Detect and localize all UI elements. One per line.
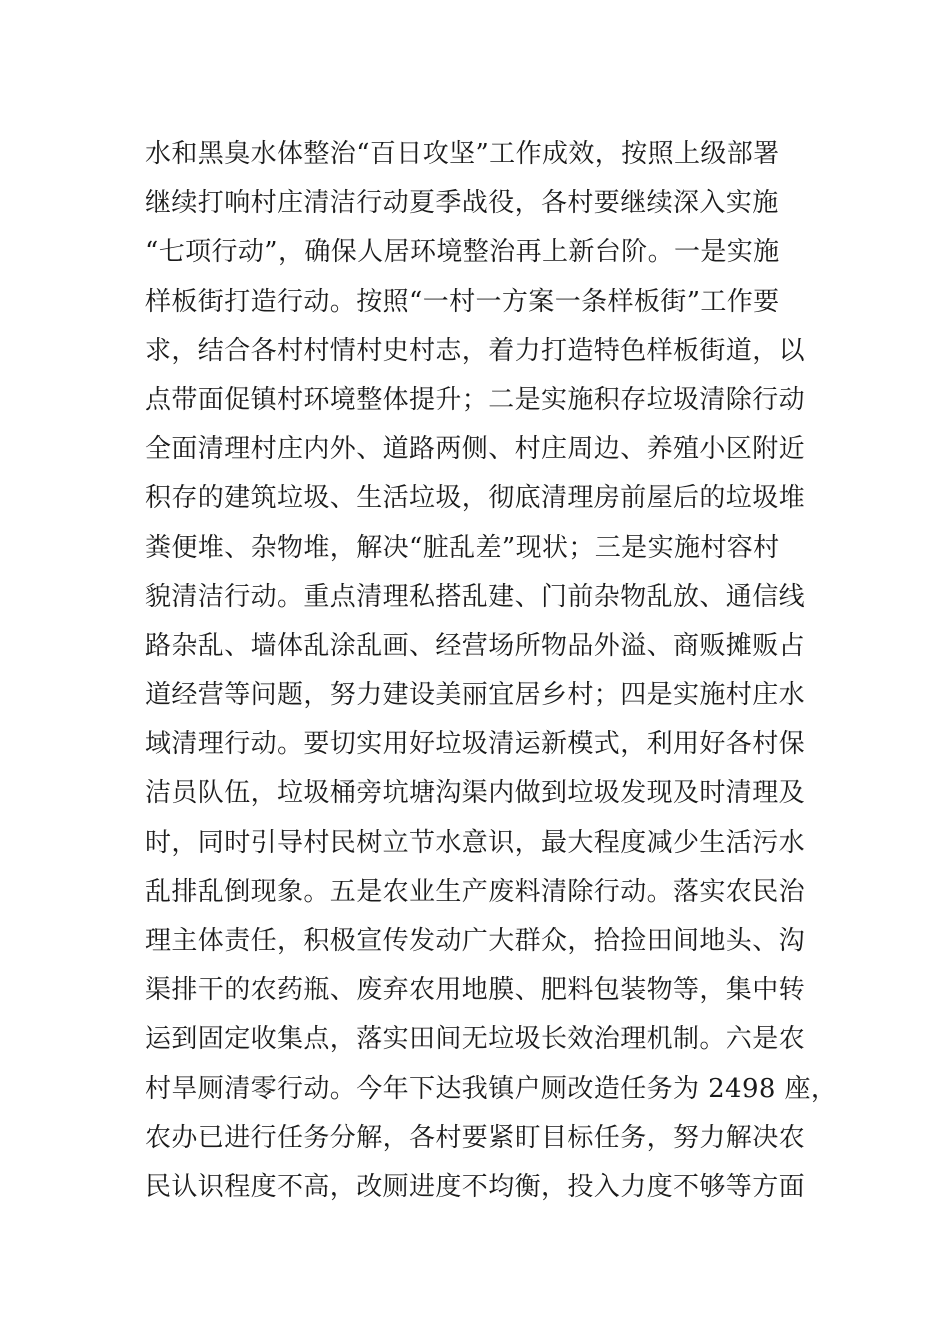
text-line: 路杂乱、墙体乱涂乱画、经营场所物品外溢、商贩摊贩占: [145, 630, 806, 661]
text-line: 民认识程度不高，改厕进度不均衡，投入力度不够等方面: [145, 1171, 806, 1202]
text-line: 理主体责任，积极宣传发动广大群众，拾捡田间地头、沟: [145, 926, 806, 956]
text-line: “七项行动”，确保人居环境整治再上新台阶。一是实施: [145, 237, 780, 268]
text-line: 村旱厕清零行动。今年下达我镇户厕改造任务为 2498 座，: [145, 1073, 838, 1104]
text-line: 道经营等问题，努力建设美丽宜居乡村；四是实施村庄水: [145, 680, 806, 711]
text-line: 求，结合各村村情村史村志，着力打造特色样板街道，以: [145, 335, 806, 366]
text-line: 继续打响村庄清洁行动夏季战役，各村要继续深入实施: [145, 188, 779, 219]
text-line: 渠排干的农药瓶、废弃农用地膜、肥料包装物等，集中转: [145, 975, 806, 1006]
body-paragraph: [145, 130, 838, 1212]
text-line: 貌清洁行动。重点清理私搭乱建、门前杂物乱放、通信线: [145, 581, 806, 612]
text-line: 水和黑臭水体整治“百日攻坚”工作成效，按照上级部署: [145, 139, 780, 169]
text-line: 时，同时引导村民树立节水意识，最大程度减少生活污水: [145, 827, 806, 858]
text-line: 点带面促镇村环境整体提升；二是实施积存垃圾清除行动: [145, 384, 806, 415]
text-line: 粪便堆、杂物堆，解决“脏乱差”现状；三是实施村容村: [145, 532, 780, 563]
text-line: 洁员队伍，垃圾桶旁坑塘沟渠内做到垃圾发现及时清理及: [145, 778, 806, 809]
text-line: 运到固定收集点，落实田间无垃圾长效治理机制。六是农: [145, 1024, 806, 1055]
text-line: 乱排乱倒现象。五是农业生产废料清除行动。落实农民治: [145, 876, 806, 907]
text-line: 样板街打造行动。按照“一村一方案一条样板街”工作要: [145, 286, 780, 317]
text-line: 全面清理村庄内外、道路两侧、村庄周边、养殖小区附近: [145, 434, 806, 465]
text-line: 农办已进行任务分解，各村要紧盯目标任务，努力解决农: [145, 1122, 806, 1153]
text-line: 域清理行动。要切实用好垃圾清运新模式，利用好各村保: [145, 729, 806, 760]
text-line: 积存的建筑垃圾、生活垃圾，彻底清理房前屋后的垃圾堆: [145, 483, 806, 514]
